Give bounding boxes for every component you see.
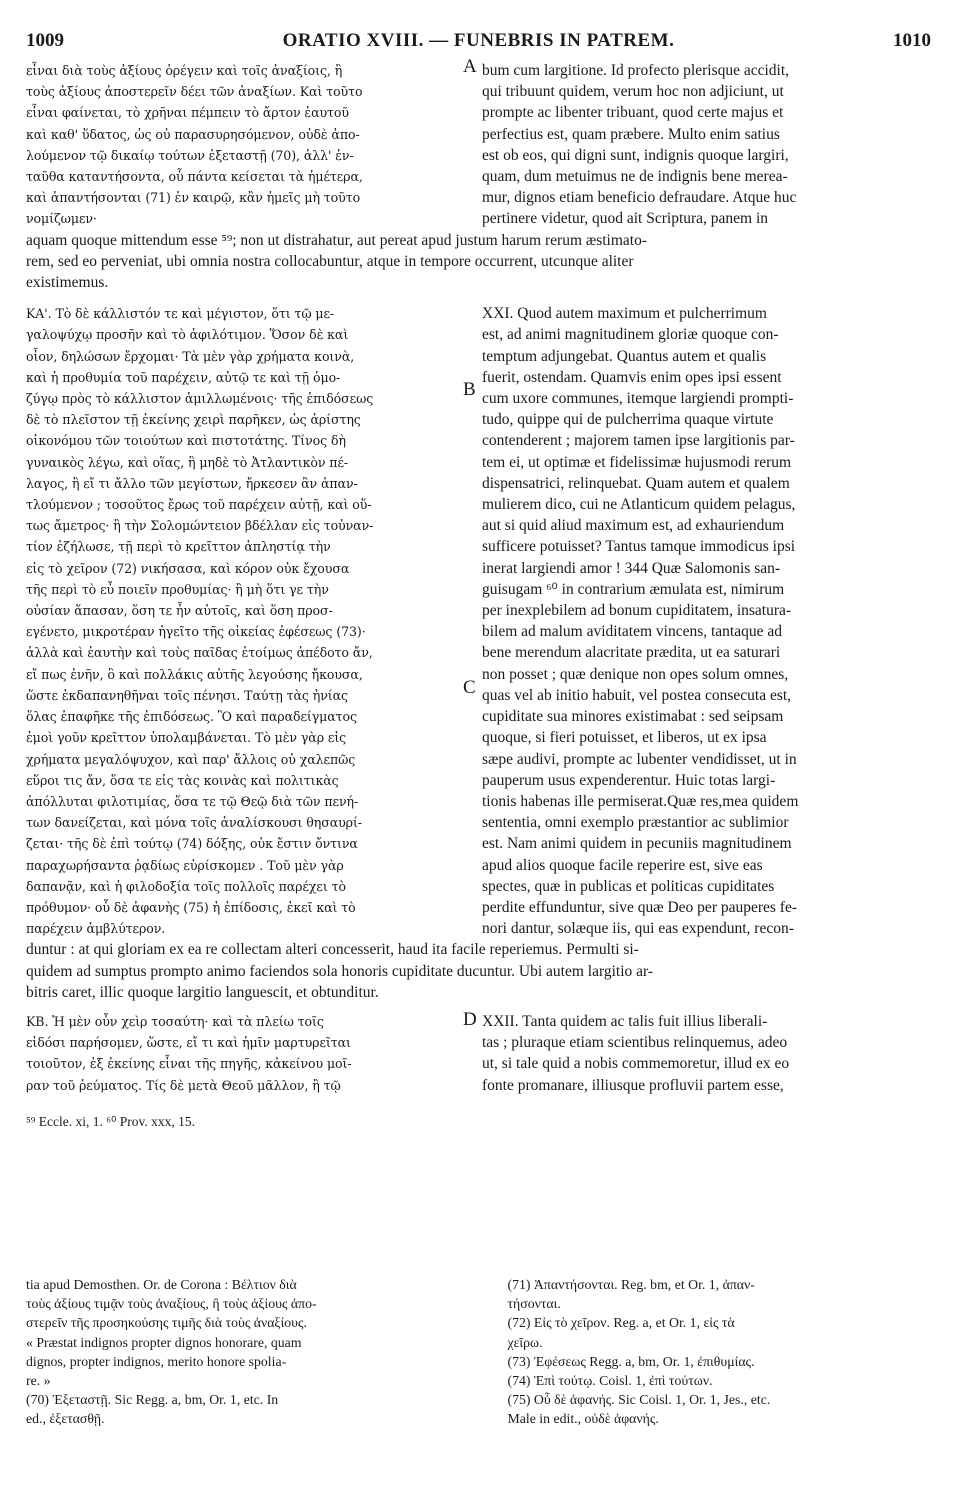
greek-column-3: ΚΒ. Ἡ μὲν οὖν χεὶρ τοσαύτη· καὶ τὰ πλείω τοῖς εἰδόσι παρήσομεν, ὥστε, εἴ τι καὶ ἡμῖν μαρτυρεῖται τοιοῦτον, ἐξ ἐκείνης εἶναι τῆς πηγῆς, κἀκείνου μοῖ- ραν τοῦ ῥεύματος. Τίς δὲ μετὰ Θεοῦ μᾶλλον, ἢ τῷ [26, 1013, 352, 1093]
footnotes-left: tia apud Demosthen. Or. de Corona : Βέλτιον διὰ τοὺς ἀξίους τιμᾷν τοὺς ἀναξίους, ἢ τοὺς ἀξίους ἀπο- στερεῖν τῆς προσηκούσης τιμῆς διὰ τοὺς ἀναξίους. « Præstat indignos propter dignos honorare, quam dignos, propter indignos, merito honore spolia- re. » (70) Ἐξεταστῇ. Sic Regg. a, bm, Or. 1, etc. In ed., ἐξετασθῇ. [26, 1277, 317, 1427]
section-3-columns [26, 1008, 931, 1096]
running-header [26, 30, 931, 60]
page [26, 30, 931, 1132]
latin-column-1: bum cum largitione. Id profecto plerisque accidit, qui tribuunt quidem, verum hoc non adjiciunt, ut prompte ac libenter tribuant, quod certe majus et perfectius est, quam præbere. Multo enim satius est ob eos, qui digni sunt, indignis quoque largiri, quam, dum metuimus ne de indignis bene merea- mur, dignos etiam beneficio defraudare. Atque huc pertinere videtur, quod ait Scriptura, panem in [482, 62, 797, 228]
running-title: ORATIO XVIII. — FUNEBRIS IN PATREM. [282, 30, 675, 51]
footnotes-right: (71) Ἀπαντήσονται. Reg. bm, et Or. 1, ἀπαν- τήσονται. (72) Εἰς τὸ χεῖρον. Reg. a, et Or. 1, εἰς τὰ χεῖρω. (73) Ἐφέσεως Regg. a, bm, Or. 1, ἐπιθυμίας. (74) Ἐπὶ τούτῳ. Coisl. 1, ἐπὶ τούτων. (75) Οὗ δὲ ἀφανής. Sic Coisl. 1, Or. 1, Jes., etc. Male in edit., οὐδὲ ἀφανής. [507, 1277, 771, 1427]
latin-fullwidth-1: aquam quoque mittendum esse ⁵⁹; non ut distrahatur, aut pereat apud justum harum rerum æstimato- rem, sed eo perveniat, ubi omnia nostra collocabuntur, atque in tempore occurrent, utcunque aliter existimemus. [26, 231, 648, 292]
greek-column-2: ΚΑ'. Τὸ δὲ κάλλιστόν τε καὶ μέγιστον, ὅτι τῷ με- γαλοψύχῳ προσῆν καὶ τὸ ἀφιλότιμον. Ὅσον δὲ καὶ οἷον, δηλώσων ἔρχομαι· Τὰ μὲν γὰρ χρήματα κοινὰ, καὶ ἡ προθυμία τοῦ παρέχειν, αὐτῷ τε καὶ τῇ ὁμο- ζύγῳ πρὸς τὸ κάλλιστον ἁμιλλωμένοις· τῆς ἐπιδόσεως δὲ τὸ πλεῖστον τῇ ἐκείνης χειρὶ παρῆκεν, ὡς ἀρίστης οἰκονόμου τῶν τοιούτων καὶ πιστοτάτης. Τίνος δὴ γυναικὸς λέγω, καὶ οἵας, ἣ μηδὲ τὸ Ἀτλαντικὸν πέ- λαγος, ἢ εἴ τι ἄλλο τῶν μεγίστων, ἤρκεσεν ἂν ἀπαν- τλούμενον ; τοσοῦτος ἔρως τοῦ παρέχειν αὐτῇ, καὶ οὕ- τως ἄμετρος· ἣ τὴν Σολομώντειον βδέλλαν εἰς τοὐναν- τίον ἐζήλωσε, τῇ περὶ τὸ κρεῖττον ἀπληστίᾳ τὴν εἰς τὸ χεῖρον (72) νικήσασα, καὶ κόρον οὐκ ἔχουσα τῆς περὶ τὸ εὖ ποιεῖν προθυμίας· ἢ μὴ ὅτι γε τὴν οὐσίαν ἅπασαν, ὅση τε ἦν αὐτοῖς, καὶ ὅση προσ- εγένετο, μικροτέραν ἡγεῖτο τῆς οἰκείας ἐφέσεως (73)· ἀλλὰ καὶ ἑαυτὴν καὶ τοὺς παῖδας ἑτοίμως ἀπέδοτο ἄν, εἴ πως ἐνῆν, ὃ καὶ πολλάκις αὐτῆς λεγούσης ἤκουσα, ὥστε ἐκδαπανηθῆναι τοῖς πένησι. Ταύτῃ τὰς ἡνίας ὅλας ἐπαφῆκε τῆς ἐπιδόσεως. Ὃ καὶ παραδείγματος ἐμοὶ γοῦν κρεῖττον ὑπολαμβάνεται. Τὸ μὲν γὰρ εἰς χρήματα μεγαλόψυχον, καὶ παρ' ἄλλοις οὐ χαλεπῶς εὕροι τις ἄν, ὅσα τε εἰς τὰς κοινὰς καὶ πολιτικὰς ἀπόλλυται φιλοτιμίας, ὅσα τε τῷ Θεῷ διὰ τῶν πενή- των δανείζεται, καὶ μόνα τοῖς ἀναλίσκουσι θησαυρί- ζεται· τῆς δὲ ἐπὶ τούτῳ (74) δόξης, οὐκ ἔστιν ὄντινα παραχωρήσαντα ῥᾳδίως εὑρίσκομεν . Τοῦ μὲν γὰρ δαπανᾷν, καὶ ἡ φιλοδοξία τοῖς πολλοῖς παρέχει τὸ πρόθυμον· οὗ δὲ ἀφανὴς (75) ἡ ἐπίδοσις, ἐκεῖ καὶ τὸ παρέχειν ἀμβλύτερον. [26, 306, 374, 937]
section-1-columns [26, 56, 931, 230]
page-number-left: 1009 [26, 30, 64, 51]
latin-fullwidth-2: duntur : at qui gloriam ex ea re collectam alteri concesserit, haud ita facile reperiemus. Permulti si- quidem ad sumptus prompto animo faciendos sola honoris cupiditate ducuntur. Ubi autem largitio ar- bitris caret, illic quoque largitio languescit, et obtunditur. [26, 941, 654, 1001]
margin-marker-a: A [463, 56, 477, 77]
margin-marker-b: B [463, 379, 476, 401]
footnotes [26, 1275, 931, 1429]
scripture-references: ⁵⁹ Eccle. xi, 1. ⁶⁰ Prov. xxx, 15. [26, 1113, 196, 1129]
margin-marker-d: D [463, 1008, 477, 1030]
section-2-columns [26, 303, 931, 939]
latin-column-2: XXI. Quod autem maximum et pulcherrimum est, ad animi magnitudinem gloriæ quoque con- temptum adjungebat. Quantus autem et qualis fuerit, ostendam. Quamvis enim opes ipsi essent cum uxore communes, itemque largiendi prompti- tudo, quippe qui de pulcherrima quaque virtute contenderent ; majorem tamen ipse largitionis par- tem ei, ut optimæ et fidelissimæ hujusmodi rerum dispensatrici, relinquebat. Quam autem et qualem mulierem dico, cui ne Atlanticum quidem pelagus, aut si quid aliud maximum est, ad exhauriendum sufficere potuisset? Tantus tamque immodicus ipsi inerat largiendi amor ! 344 Quæ Salomonis san- guisugam ⁶⁰ in contrarium æmulata est, nimirum per inexplebilem ad bonum cupiditatem, insatura- bilem ad malum aviditatem vincens, tantaque ad bene merendum alacritate prædita, ut ea saturari non posset ; quæ denique non opes solum omnes, quas vel ab initio habuit, vel postea consecuta est, cupiditate sua minores existimabat : sed seipsam quoque, si fieri potuisset, et liberos, ut ex ipsa sæpe audivi, prompte ac lubenter vendidisset, ut in pauperum usus expenderentur. Huic totas largi- tionis habenas ille permiserat.Quæ res,mea quidem sententia, omni exemplo præstantior ac sublimior est. Nam animi quidem in pecuniis magnitudinem apud alios quoque facile reperire est, sive eas spectes, quæ in publicas et politicas cupiditates perdite effunduntur, sive quæ Deo per pauperes fe- nori dantur, solæque iis, qui eas expendunt, recon- [482, 305, 799, 938]
margin-marker-c: C [463, 677, 476, 699]
greek-column-1: εἶναι διὰ τοὺς ἀξίους ὀρέγειν καὶ τοῖς ἀναξίοις, ἢ τοὺς ἀξίους ἀποστερεῖν δέει τῶν ἀναξίων. Καὶ τοῦτο εἶναι φαίνεται, τὸ χρῆναι πέμπειν τὸ ἄρτον ἑαυτοῦ καὶ καθ' ὕδατος, ὡς οὐ παρασυρησόμενον, οὐδὲ ἀπο- λούμενον τῷ δικαίῳ τούτων ἐξεταστῇ (70), ἀλλ' ἐν- ταῦθα καταντήσοντα, οὗ πάντα κείσεται τὰ ἡμέτερα, καὶ ἀπαντήσονται (71) ἐν καιρῷ, κἂν ἡμεῖς μὴ τοῦτο νομίζωμεν· [26, 63, 363, 227]
latin-column-3: XXII. Tanta quidem ac talis fuit illius liberali- tas ; pluraque etiam scientibus relinquemus, adeo ut, si tale quid a nobis commemoretur, illud ex eo fonte promanare, illiusque profluvii partem esse, [482, 1012, 790, 1094]
page-number-right: 1010 [893, 30, 931, 51]
